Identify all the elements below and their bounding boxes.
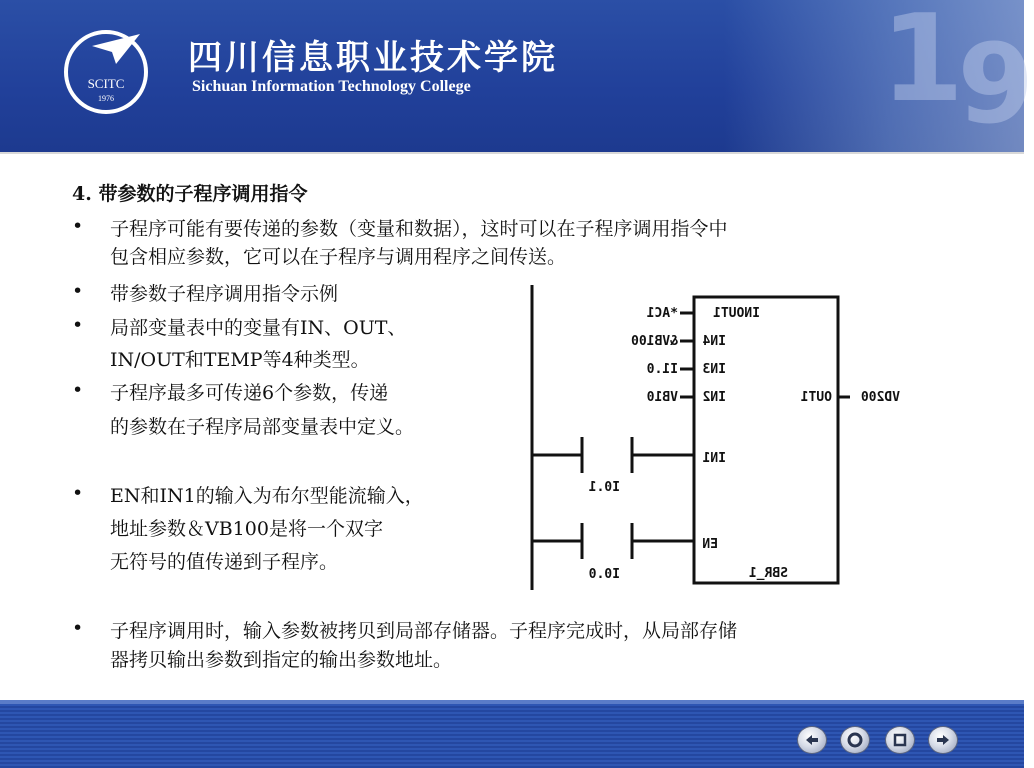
bullet-5-line-3: 无符号的值传递到子程序。 [110, 551, 339, 573]
bullet-marker: • [72, 379, 84, 401]
bullet-3-line-2: IN/OUT和TEMP等4种类型。 [110, 349, 370, 371]
bullet-6-line-1: 子程序调用时，输入参数被拷贝到局部存储器。子程序完成时，从局部存储 [110, 620, 738, 642]
pin-inout1: INOUT1 [713, 306, 760, 321]
pin-in1: IN1 [702, 451, 726, 466]
pin-en: EN [702, 537, 718, 552]
bullet-5-line-2: 地址参数＆VB100是将一个双字 [110, 518, 383, 540]
bullet-1-line-2: 包含相应参数，它可以在子程序与调用程序之间传送。 [110, 246, 567, 268]
slide-heading: 4. 带参数的子程序调用指令 [72, 183, 308, 205]
header-divider [0, 152, 1024, 154]
college-logo [62, 28, 150, 116]
operand-inout1: *AC1 [646, 306, 678, 321]
logo-year: 1976 [98, 94, 114, 103]
bullet-marker: • [72, 482, 84, 504]
arrow-right-icon [929, 727, 957, 753]
slide-footer [0, 704, 1024, 768]
ladder-diagram [520, 285, 920, 595]
bullet-5-line-1: EN和IN1的输入为布尔型能流输入， [110, 485, 424, 507]
bullet-2-line-1: 带参数子程序调用指令示例 [110, 283, 339, 305]
operand-in3: I1.0 [646, 362, 678, 377]
operand-out1: VD200 [860, 390, 900, 405]
bullet-marker: • [72, 617, 84, 639]
logo-abbr: SCITC [87, 76, 125, 91]
next-button[interactable] [928, 726, 958, 754]
stop-button[interactable] [885, 726, 915, 754]
bullet-marker: • [72, 215, 84, 237]
pin-in3: IN3 [702, 362, 726, 377]
college-name-cn: 四川信息职业技术学院 [188, 38, 558, 78]
operand-in2: VB10 [646, 390, 678, 405]
box-title: SBR_1 [748, 566, 788, 581]
operand-in4: &VB100 [631, 334, 678, 349]
arrow-left-icon [798, 727, 826, 753]
home-circle-icon [841, 727, 869, 753]
pin-out1: OUT1 [800, 390, 832, 405]
contact-label-i0-1: I0.1 [588, 480, 620, 495]
pin-in4: IN4 [702, 334, 726, 349]
contact-label-i0-0: I0.0 [588, 567, 620, 582]
bullet-1-line-1: 子程序可能有要传递的参数（变量和数据），这时可以在子程序调用指令中 [110, 218, 728, 240]
bullet-4-line-1: 子程序最多可传递6个参数，传递 [110, 382, 389, 404]
bullet-6-line-2: 器拷贝输出参数到指定的输出参数地址。 [110, 649, 453, 671]
bullet-marker: • [72, 280, 84, 302]
slide-header [0, 0, 1034, 152]
bullet-marker: • [72, 314, 84, 336]
header-decoration: 1 9 [724, 0, 1024, 152]
previous-button[interactable] [797, 726, 827, 754]
bullet-4-line-2: 的参数在子程序局部变量表中定义。 [110, 416, 415, 438]
bullet-3-line-1: 局部变量表中的变量有IN、OUT、 [110, 317, 407, 339]
college-name-en: Sichuan Information Technology College [192, 78, 471, 95]
home-button[interactable] [840, 726, 870, 754]
stop-icon [886, 727, 914, 753]
pin-in2: IN2 [702, 390, 726, 405]
